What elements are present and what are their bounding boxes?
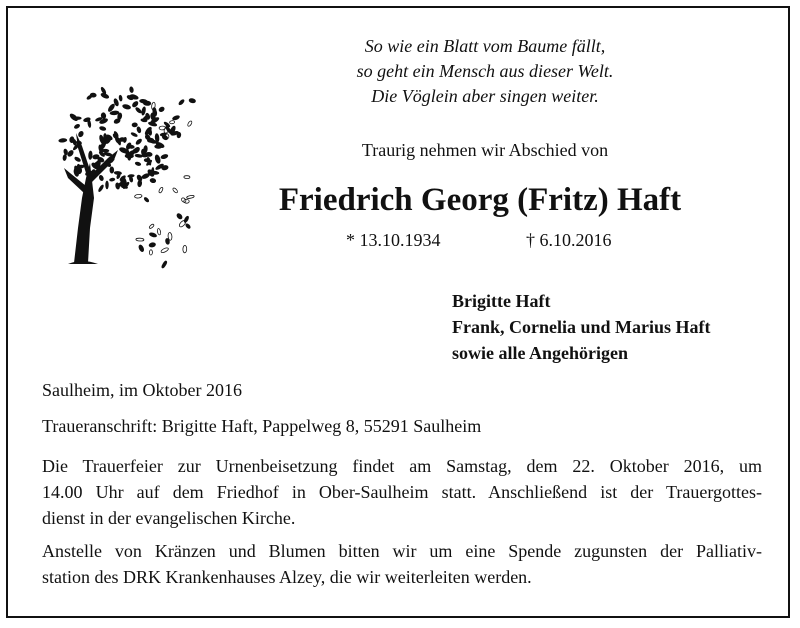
death-date: † 6.10.2016 [526, 230, 612, 250]
falling-leaf [183, 216, 189, 223]
poem-line: so geht ein Mensch aus dieser Welt. [356, 61, 614, 81]
falling-leaf [172, 115, 180, 121]
poem [300, 34, 670, 109]
falling-leaf [169, 120, 174, 124]
falling-leaf [184, 199, 190, 203]
falling-leaf [134, 194, 142, 198]
mourner: sowie alle Angehörigen [452, 343, 628, 363]
leaf [130, 131, 138, 137]
leaf [129, 86, 134, 93]
leaf [99, 125, 107, 131]
falling-leaf [160, 247, 169, 254]
falling-leaf [157, 228, 161, 235]
leaf [134, 106, 142, 114]
falling-leaf [189, 98, 196, 103]
donation-paragraph [42, 538, 762, 590]
leaf [97, 184, 104, 193]
intro-text: Traurig nehmen wir Abschied von [361, 140, 609, 160]
leaf [134, 161, 141, 167]
tree-icon [38, 78, 198, 278]
falling-leaf [149, 232, 157, 238]
falling-leaf [135, 154, 142, 158]
leaf [160, 153, 169, 160]
paragraph-line: Die Trauerfeier zur Urnenbeisetzung findet am Samstag, dem 22. Oktober 2016, um [42, 456, 762, 476]
poem-line: So wie ein Blatt vom Baume fällt, [364, 36, 606, 56]
falling-leaf [144, 197, 150, 203]
falling-leaf [141, 149, 145, 155]
falling-leaf [184, 176, 190, 179]
mourner: Frank, Cornelia und Marius Haft [452, 317, 711, 337]
falling-leaf [161, 260, 167, 268]
paragraph-line: 14.00 Uhr auf dem Friedhof in Ober-Saulheim statt. Anschließend ist der Trauergottes- [42, 482, 762, 502]
leaf [77, 130, 84, 138]
leaf [135, 138, 143, 146]
falling-leaf [176, 213, 183, 220]
birth-date: * 13.10.1934 [346, 230, 441, 250]
leaf [149, 178, 156, 184]
falling-leaf [187, 120, 193, 127]
falling-leaf [185, 223, 191, 229]
falling-leaf [177, 132, 181, 138]
leaf [131, 100, 139, 108]
paragraph-line: Anstelle von Kränzen und Blumen bitten wir um eine Spende zugunsten der Palliativ- [42, 541, 762, 561]
leaf [118, 95, 123, 102]
leaf [98, 174, 104, 181]
leaf [154, 154, 162, 165]
leaf [122, 103, 132, 110]
deceased-name: Friedrich Georg (Fritz) Haft [278, 182, 682, 218]
leaf [105, 181, 108, 190]
place-date: Saulheim, im Oktober 2016 [42, 380, 242, 400]
falling-leaf [138, 244, 145, 252]
mourning-address: Traueranschrift: Brigitte Haft, Pappelweg 8, 55291 Saulheim [42, 416, 482, 436]
falling-leaf [165, 238, 170, 244]
leaf [73, 123, 81, 130]
falling-leaf [158, 187, 163, 193]
leaf [109, 166, 114, 173]
leaf [132, 122, 138, 127]
falling-leaf [168, 232, 173, 240]
falling-leaf [178, 99, 185, 106]
falling-leaf [145, 152, 152, 156]
ceremony-paragraph [42, 453, 762, 531]
poem-line: Die Vöglein aber singen weiter. [371, 86, 599, 106]
falling-leaf [149, 224, 155, 230]
leaf [74, 156, 82, 163]
leaf [136, 126, 142, 134]
falling-leaf [149, 242, 156, 247]
falling-leaf [136, 238, 144, 241]
paragraph-line: station des DRK Krankenhauses Alzey, die wir weiterleiten werden. [42, 567, 532, 587]
mourner: Brigitte Haft [452, 291, 551, 311]
leaf [88, 150, 93, 159]
falling-leaf [183, 245, 187, 253]
leaf [109, 177, 116, 182]
paragraph-line: dienst in der evangelischen Kirche. [42, 508, 296, 528]
mourners-list [452, 288, 711, 366]
falling-leaf [149, 250, 152, 255]
falling-leaf [158, 106, 165, 112]
falling-leaf [172, 187, 178, 193]
leaf [58, 138, 67, 143]
falling-leaf [186, 195, 194, 199]
